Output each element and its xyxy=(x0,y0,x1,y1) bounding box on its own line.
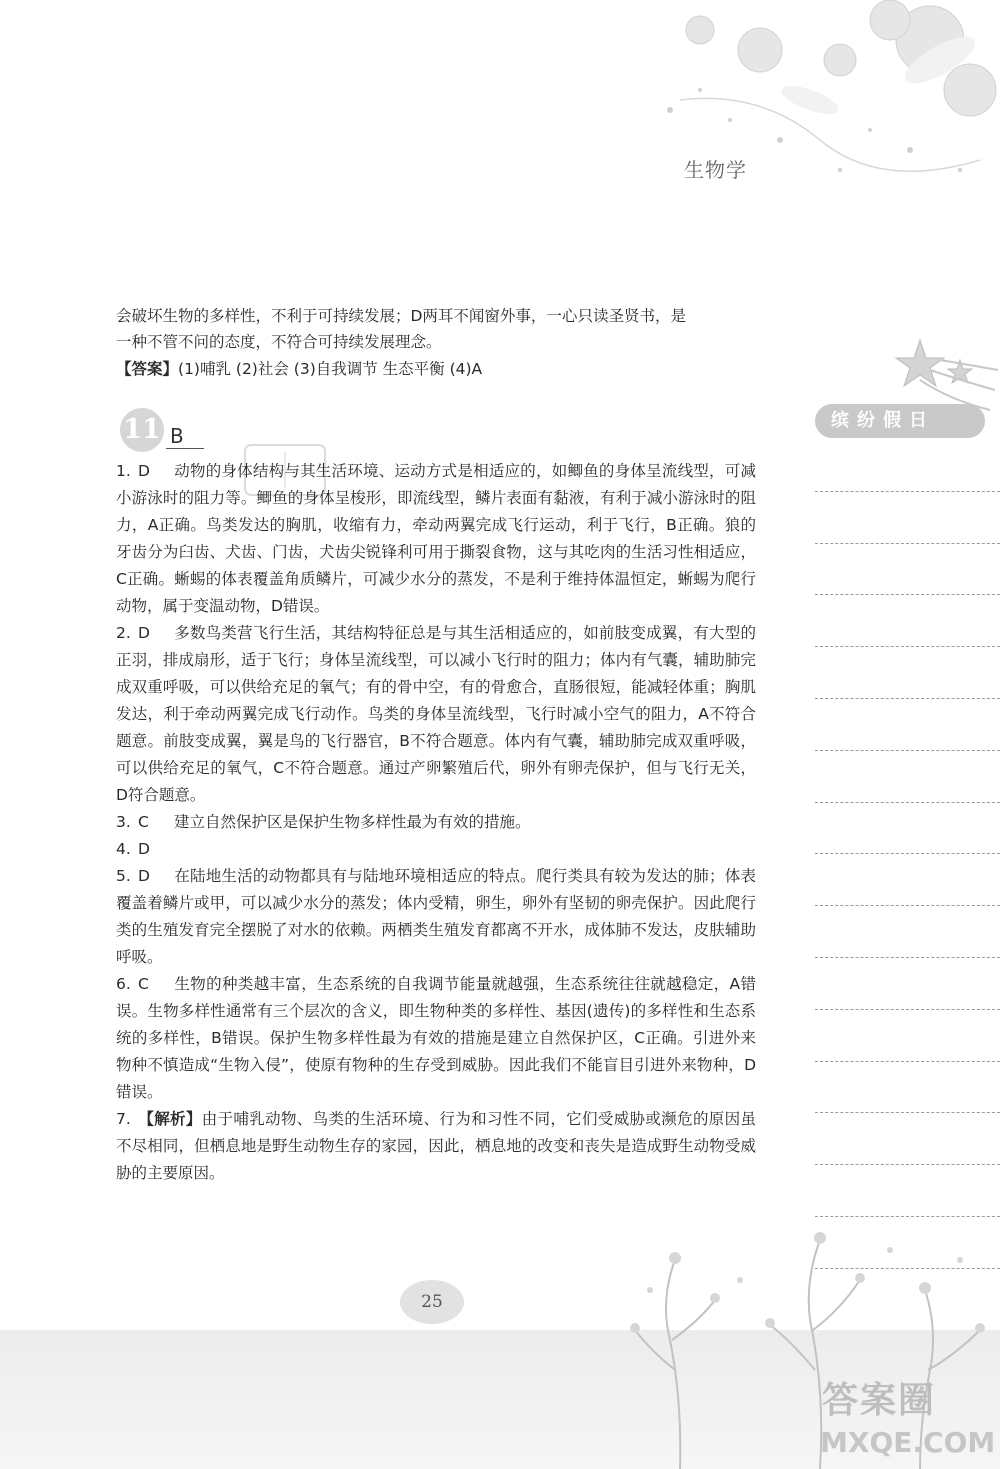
note-line xyxy=(815,544,1000,596)
question-item xyxy=(116,1106,756,1187)
question-item xyxy=(116,809,756,836)
note-line xyxy=(815,699,1000,751)
question-text: 在陆地生活的动物都具有与陆地环境相适应的特点。爬行类具有较为发达的肺；体表覆盖着鳞片或甲，可以减少水分的蒸发；体内受精，卵生，卵外有坚韧的卵壳保护。因此爬行类的生殖发育完全摆脱了对水的依赖。两栖类生殖发育都离不开水，成体肺不发达，皮肤辅助呼吸。 xyxy=(116,867,756,966)
notes-lines xyxy=(815,440,1000,1269)
question-text: 动物的身体结构与其生活环境、运动方式是相适应的，如鲫鱼的身体呈流线型，可减小游泳时的阻力等。鲫鱼的身体呈梭形，即流线型，鳞片表面有黏液，有利于减小游泳时的阻力，A正确。鸟类发达的胸肌，收缩有力，牵动两翼完成飞行运动，利于飞行，B正确。狼的牙齿分为臼齿、犬齿、门齿，犬齿尖锐锋利可用于撕裂食物，这与其吃肉的生活习性相适应，C正确。蜥蜴的体表覆盖角质鳞片，可减少水分的蒸发，不是利于维持体温恒定，蜥蜴为爬行动物，属于变温动物，D错误。 xyxy=(116,462,756,615)
question-item xyxy=(116,836,756,863)
answer-line xyxy=(116,357,756,383)
note-line xyxy=(815,751,1000,803)
note-line xyxy=(815,958,1000,1010)
intro-line: 一种不管不问的态度，不符合可持续发展理念。 xyxy=(116,332,442,351)
note-line xyxy=(815,906,1000,958)
note-line xyxy=(815,1010,1000,1062)
note-line xyxy=(815,1113,1000,1165)
page-number: 25 xyxy=(400,1280,464,1324)
site-watermark xyxy=(812,1360,1000,1469)
question-number: 4. xyxy=(116,840,131,858)
intro-line: 会破坏生物的多样性，不利于可持续发展；D两耳不闻窗外事，一心只读圣贤书，是 xyxy=(116,307,686,325)
question-answer: C xyxy=(138,813,149,831)
question-number: 5. xyxy=(116,867,131,885)
watermark-line2: MXQE.COM xyxy=(820,1426,996,1459)
question-answer: D xyxy=(138,867,150,885)
sidebar-header xyxy=(815,400,1000,440)
subject-title: 生物学 xyxy=(684,158,747,182)
question-number: 6. xyxy=(116,975,131,993)
answer-text: (1)哺乳 (2)社会 (3)自我调节 生态平衡 (4)A xyxy=(178,360,483,378)
note-line xyxy=(815,1165,1000,1217)
note-line xyxy=(815,1062,1000,1114)
question-answer: D xyxy=(138,462,150,480)
watermark-line1: 答案圈 xyxy=(822,1380,937,1421)
question-text: 建立自然保护区是保护生物多样性最为有效的措施。 xyxy=(174,813,531,831)
question-text: 多数鸟类营飞行生活，其结构特征总是与其生活相适应的，如前肢变成翼，有大型的正羽，排成扇形，适于飞行；身体呈流线型，可以减小飞行时的阻力；体内有气囊，辅助肺完成双重呼吸，可以供给充足的氧气；有的骨中空，有的骨愈合，直肠很短，能减轻体重；胸肌发达，利于牵动两翼完成飞行动作。鸟类的身体呈流线型，飞行时减小空气的阻力，A不符合题意。前肢变成翼，翼是鸟的飞行器官，B不符合题意。体内有气囊，辅助肺完成双重呼吸，可以供给充足的氧气，C不符合题意。通过产卵繁殖后代，卵外有卵壳保护，但与飞行无关，D符合题意。 xyxy=(116,624,756,804)
note-line xyxy=(815,854,1000,906)
question-number: 1. xyxy=(116,462,131,480)
question-item xyxy=(116,971,756,1106)
question-number: 7. xyxy=(116,1110,131,1128)
section-number: 11 xyxy=(120,408,164,452)
note-line xyxy=(815,440,1000,492)
note-line xyxy=(815,647,1000,699)
question-text: 生物的种类越丰富，生态系统的自我调节能量就越强，生态系统往往就越稳定，A错误。生物多样性通常有三个层次的含义，即生物种类的多样性、基因(遗传)的多样性和生态系统的多样性，B错误。保护生物多样性最为有效的措施是建立自然保护区，C正确。引进外来物种不慎造成“生物入侵”，使原有物种的生存受到威胁。因此我们不能盲目引进外来物种，D错误。 xyxy=(116,975,756,1101)
question-list xyxy=(116,458,756,1187)
question-item xyxy=(116,863,756,971)
question-answer: C xyxy=(138,975,149,993)
question-answer: D xyxy=(138,624,150,642)
question-answer: D xyxy=(138,840,150,858)
question-number: 2. xyxy=(116,624,131,642)
question-number: 3. xyxy=(116,813,131,831)
section-header xyxy=(116,406,204,454)
section-letter: B xyxy=(170,424,184,448)
section-underline xyxy=(166,448,204,449)
question-item xyxy=(116,620,756,809)
question-item xyxy=(116,458,756,620)
note-line xyxy=(815,595,1000,647)
sidebar-title: 缤纷假日 xyxy=(815,404,985,438)
answer-label: 【答案】 xyxy=(116,360,179,378)
question-text: 由于哺乳动物、鸟类的生活环境、行为和习性不同，它们受威胁或濒危的原因虽不尽相同，但栖息地是野生动物生存的家园，因此，栖息地的改变和丧失是造成野生动物受威胁的主要原因。 xyxy=(116,1110,756,1182)
question-answer: 【解析】 xyxy=(138,1110,202,1128)
note-line xyxy=(815,803,1000,855)
note-line xyxy=(815,492,1000,544)
intro-block xyxy=(116,304,756,383)
